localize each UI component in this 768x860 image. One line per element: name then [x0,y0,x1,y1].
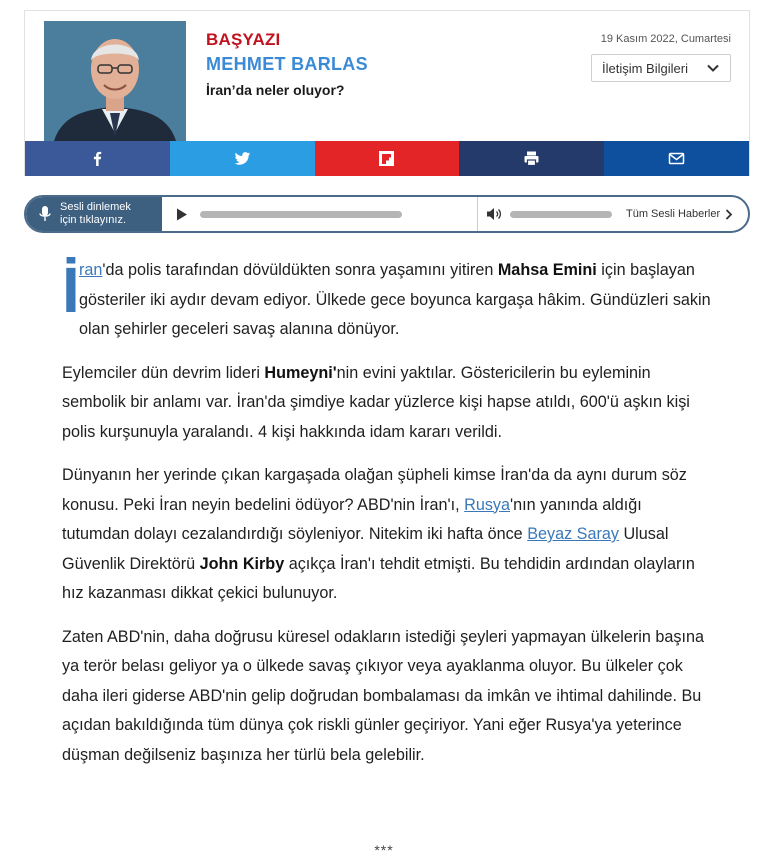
volume-icon[interactable] [486,207,502,221]
contact-info-dropdown[interactable] [591,54,731,82]
print-icon [523,150,540,167]
dropcap-letter: İ [62,254,80,326]
share-email-button[interactable] [604,141,749,176]
article-header [24,10,750,176]
author-photo [44,21,186,141]
volume-slider[interactable] [510,211,612,218]
print-button[interactable] [459,141,604,176]
bold-name-john-kirby: John Kirby [199,554,285,573]
listen-label-line2: için tıklayınız. [60,214,127,226]
paragraph-text: Ulusal Güvenlik Direktörü [62,525,669,573]
playback-controls [162,197,478,231]
share-twitter-button[interactable] [170,141,315,176]
share-facebook-button[interactable] [25,141,170,176]
paragraph-text: 'da polis tarafından dövüldükten sonra yaşamını yitiren [102,261,498,279]
link-iran[interactable]: ran [79,261,103,279]
article-paragraph-3 [62,461,712,609]
article-paragraph-2 [62,359,712,448]
paragraph-text: Eylemciler dün devrim lideri [62,363,265,382]
share-bar [25,141,749,176]
author-name[interactable]: MEHMET BARLAS [206,54,368,74]
article-title: İran’da neler oluyor? [206,82,345,98]
audio-progress-track[interactable] [200,211,402,218]
article-paragraph-1 [62,256,712,345]
link-rusya[interactable]: Rusya [464,495,511,514]
play-icon[interactable] [176,208,188,221]
mail-icon [668,150,685,167]
section-separator: *** [374,842,394,858]
publish-date: 19 Kasım 2022, Cumartesi [600,33,731,45]
bold-name-mahsa-emini: Mahsa Emini [497,261,597,279]
audio-player [24,195,750,233]
paragraph-text: için başlayan gösteriler iki aydır devam ediyor. Ülkede gece boyunca kargaşa hâkim. Gündüzleri sakin olan şehirler geceleri savaş alanına dönüyor. [79,261,711,338]
contact-info-label: İletişim Bilgileri [602,60,688,76]
link-beyaz-saray[interactable]: Beyaz Saray [527,525,619,543]
all-audio-news-label: Tüm Sesli Haberler [626,208,721,220]
facebook-icon [89,150,106,167]
article-body [62,256,712,784]
chevron-down-icon [706,61,720,75]
author-portrait-image [44,21,186,141]
chevron-right-icon [725,209,733,220]
paragraph-text: açıkça İran'ı tehdit etmişti. Bu tehdidin ardından olayların hız kazanması dikkat çekici bulunuyor. [62,554,695,602]
share-flipboard-button[interactable] [315,141,460,176]
all-audio-news-link[interactable] [626,208,733,220]
article-paragraph-4: Zaten ABD'nin, daha doğrusu küresel odakların istediği şeyleri yapmayan ülkelerin başına ya terör belası geliyor ya o ülkede savaş çıkıyor veya ayaklanma oluyor. Bu ülkeler çok daha ileri giderse ABD'nin gelip doğrudan bombalaması da imkân ve ihtimal dahilinde. Bu açıdan bakıldığında tüm dünya çok riskli günler geçiriyor. Yani eğer Rusya'ya yeterince düşman değilseniz başınıza her türlü bela gelebilir. [62,627,704,764]
volume-controls [478,197,733,231]
paragraph-text: nin evini yaktılar. Göstericilerin bu eyleminin sembolik bir anlamı var. İran'da şimdiye kadar yüzlerce kişi hapse atıldı, 600'ü aşkın kişi polis kurşunuyla yaralandı. 4 kişi hakkında idam kararı verildi. [62,363,690,441]
paragraph-text: Dünyanın her yerinde çıkan kargaşada olağan şüpheli kimse İran'da da aynı durum söz konusu. Peki İran neyin bedelini ödüyor? ABD'nin İran'ı, [62,466,687,514]
bold-name-humeyni: Humeyni' [264,363,337,382]
listen-audio-button[interactable] [26,197,162,231]
paragraph-text: 'nın yanında aldığı tutumdan dolayı cezalandırdığı söyleniyor. Nitekim iki hafta önce [62,495,642,543]
section-kicker: BAŞYAZI [206,30,281,49]
listen-label-line1: Sesli dinlemek [60,201,131,213]
twitter-icon [234,150,251,167]
flipboard-icon [378,150,395,167]
microphone-icon [38,205,52,223]
